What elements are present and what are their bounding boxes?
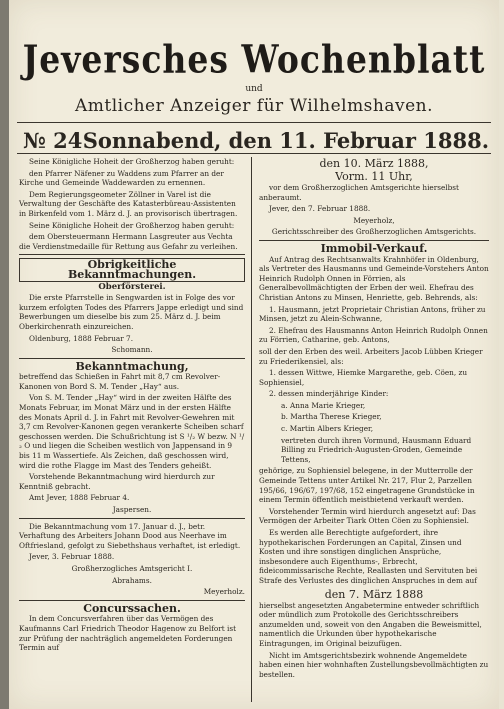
separator [19,254,245,255]
sale-children: 2. dessen minderjährige Kinder: [269,389,389,399]
masthead-title: Jeversches Wochenblatt [22,37,486,82]
sale-parcels: gehörige, zu Sophiensiel belegene, in der Mutterrolle der Gemeinde Tettens unter Artikel Nr. 217, Flur 2, Parzellen 195/66, 196/67, 197/68, 152 eingetragene Grundstücke in einem Termin öffentlich meistbietend verkauft werden. [259,466,475,505]
hearing-date: den 10. März 1888, [319,157,429,170]
separator [19,600,245,601]
header-rule-top [17,122,491,123]
left-column [19,157,245,655]
sale-widow: 1. dessen Wittwe, Hiemke Margarethe, geb. Cöen, zu Sophiensiel, [259,368,468,387]
arrest-notice-date: Jever, 3. Februar 1888. [29,552,115,562]
sale-property-owner: soll der den Erben des weil. Arbeiters Jacob Lübben Krieger zu Friederikensiel, als: [259,346,483,366]
hearing-time: Vorm. 11 Uhr, [335,170,413,183]
issue-number: № 24 [23,128,83,153]
official-notice-1-date: Oldenburg, 1888 Februar 7. [29,333,134,343]
claims-instructions: hierselbst angesetzten Angabetermine entweder schriftlich oder mündlich zum Protokolle des Gerichtsschreibers anzumelden und, soweit von den Angaben die Beweismittel, namentlich die Urkunden über hypothekarische Eintragungen, im Original beizufügen. [259,600,482,648]
hearing-name: Meyerholz, [353,215,395,225]
subheading-oberforsterei: Oberförsterei. [98,281,166,292]
hearing-title: Gerichtsschreiber des Großherzoglichen Amtsgerichts. [271,227,477,237]
official-notice-1-name: Schomann. [111,345,153,355]
sale-term: Vorstehender Termin wird hierdurch angesetzt auf: Das Vermögen der Arbeiter Tiark Otten Cöen zu Sophiensiel. [259,506,476,526]
sale-claims: Es werden alle Berechtigte aufgefordert, ihre hypothekarischen Forderungen an Capital, Zinsen und Kosten und ihre sonstigen dinglichen Ansprüche, insbesondere auch Eigenthums-, Erbrecht, fideicommissarische Rechte, Reallasten und Servituten bei Strafe des Verlustes des dinglichen Anspruches in dem auf [259,528,478,585]
notice-2: Dem Regierungsgeometer Zöllner in Varel ist die Verwaltung der Geschäfte des Katasterbüreau-Assistenten in Birkenfeld vom 1. März d. J. an provisorisch übertragen. [19,189,238,218]
separator [19,518,245,519]
sale-intro: Auf Antrag des Rechtsanwalts Krahnhöfer in Oldenburg, als Vertreter des Hausmanns und Gemeinde-Vorstehers Anton Heinrich Rudolph Onnen in Förrien, als Generalbevollmächtigten der Erben der weil. Ehefrau des Christian Antons zu Minsen, Henriette, geb. Behrends, als: [259,254,489,302]
separator [19,358,245,359]
arrest-notice-name: Abrahams. [112,575,152,585]
issue-line [23,128,489,153]
notice-1: Seine Königliche Hoheit der Großherzog haben geruht: [29,157,235,166]
claims-note: Nicht im Amtsgerichtsbezirk wohnende Angemeldete haben einen hier wohnhaften Zustellungsbevollmächtigten zu bestellen. [259,650,489,679]
column-divider [251,157,252,702]
separator [259,240,489,241]
hearing-date-line: Jever, den 7. Februar 1888. [269,204,371,214]
concurs-notice: In dem Concursverfahren über das Vermögen des Kaufmanns Carl Friedrich Theodor Hagenow zu Belfort ist zur Prüfung der nachträglich angemeldeten Forderungen Termin auf [19,614,237,653]
header-rule-bottom [17,153,491,154]
claims-date: den 7. März 1888 [324,587,424,601]
section-heading-official: Obrigkeitliche Bekanntmachungen. [19,258,245,281]
notice-3: Seine Königliche Hoheit der Großherzog haben geruht: [29,220,235,230]
masthead-subtitle: Amtlicher Anzeiger für Wilhelmshaven. [74,96,434,116]
section-heading-bekanntmachung: Bekanntmachung, [75,359,189,373]
page-edge [0,0,9,709]
masthead-und: und [245,84,263,94]
notice-1a: den Pfarrer Näfener zu Waddens zum Pfarrer an der Kirche und Gemeinde Waddewarden zu ernennen. [19,168,224,188]
newspaper-page [9,0,499,709]
section-heading-concurs: Concurssachen. [83,601,181,615]
notice-3a: dem Obersteuermann Hermann Lasgreuter aus Vechta die Verdienstmedaille für Rettung aus Gefahr zu verleihen. [19,232,238,251]
bekanntmachung-date: Amt Jever, 1888 Februar 4. [29,493,130,503]
sale-child-b: b. Martha Therese Krieger, [281,412,382,422]
sale-child-c: c. Martin Albers Krieger, [281,424,374,434]
arrest-notice: Die Bekanntmachung vom 17. Januar d. J., betr. Verhaftung des Arbeiters Johann Dood aus Neerhave im Oftfriesland, gefolgt zu Siebethshaus verhaftet, ist erledigt. [19,521,241,550]
section-heading-immobil: Immobil-Verkauf. [320,241,428,255]
bekanntmachung-note: Vorstehende Bekanntmachung wird hierdurch zur Kenntniß gebracht. [19,472,215,491]
bekanntmachung-body: Von S. M. Tender „Hay“ wird in der zweiten Hälfte des Monats Februar, im Monat März und in der ersten Hälfte des Monats April d. J. in Fahrt mit Revolver-Gewehren mit 3,7 cm Revolver-Kanonen gegen verankerte Scheiben scharf geschossen werden. Die Schußrichtung ist S ¹/₂ W bezw. N ¹/₂ O und liegen die Scheiben westlich von Jappensand in 9 bis 11 m Wassertiefe. Als Zeichen, daß geschossen wird, wird die rothe Flagge im Mast des Tenders geheißt. [19,393,245,470]
right-column [259,157,489,681]
arrest-notice-court: Großherzogliches Amtsgericht I. [71,563,193,573]
official-notice-1: Die erste Pfarrstelle in Sengwarden ist in Folge des vor kurzem erfolgten Todes des Pfarrers Jappe erledigt und sind Bewerbungen um dieselbe bis zum 25. März d. J. beim Oberkirchenrath einzureichen. [19,293,244,331]
sale-guardian: vertreten durch ihren Vormund, Hausmann Eduard Billing zu Friedrich-Augusten-Groden, Gemeinde Tettens, [281,435,472,464]
sale-heir-2: 2. Ehefrau des Hausmanns Anton Heinrich Rudolph Onnen zu Förrien, Catharine, geb. Antons, [259,325,488,345]
issue-date: Sonnabend, den 11. Februar 1888. [82,128,489,153]
hearing-text: vor dem Großherzoglichen Amtsgerichte hierselbst anberaumt. [259,183,459,202]
bekanntmachung-topic: betreffend das Schießen in Fahrt mit 8,7 cm Revolver-Kanonen von Bord S. M. Tender „Hay“ aus. [19,372,221,391]
bekanntmachung-name: Jaspersen. [112,505,152,514]
sale-child-a: a. Anna Marie Krieger, [281,400,366,410]
arrest-notice-clerk: Meyerholz. [203,587,245,597]
sale-heir-1: 1. Hausmann, jetzt Proprietair Christian Antons, früher zu Minsen, jetzt zu Alein-Schwanne, [259,304,486,324]
